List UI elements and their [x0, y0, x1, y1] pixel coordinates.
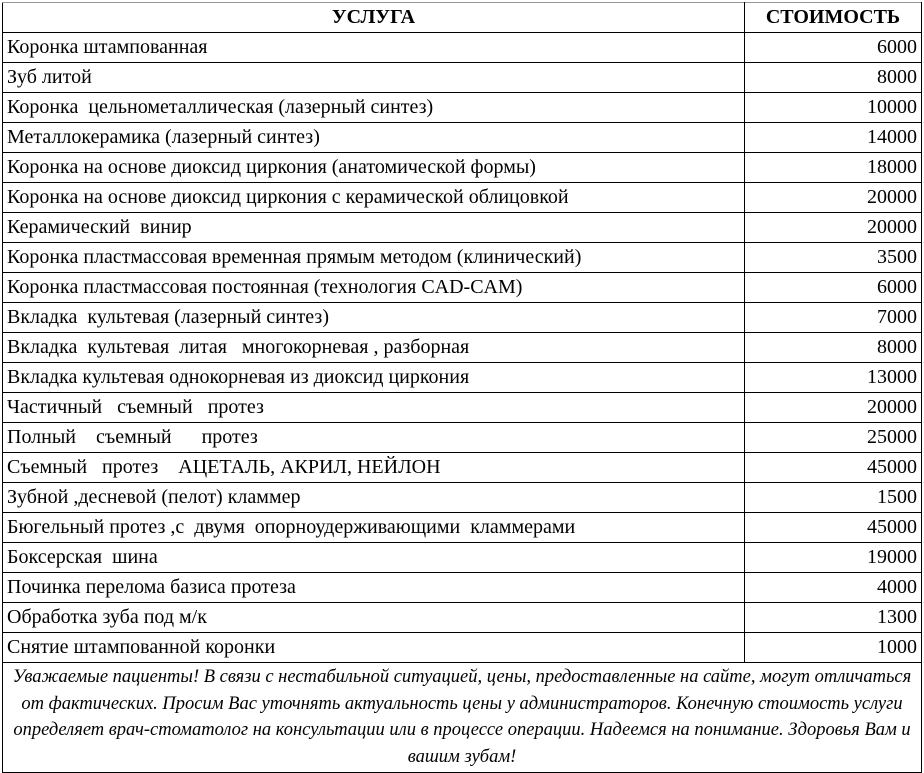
service-name: Починка перелома базиса протеза — [3, 573, 745, 603]
table-row — [3, 273, 922, 303]
service-price: 45000 — [745, 513, 922, 543]
table-row — [3, 213, 922, 243]
service-name: Зуб литой — [3, 63, 745, 93]
service-name: Коронка на основе диоксид циркония (анатомической формы) — [3, 153, 745, 183]
service-column-header: УСЛУГА — [3, 3, 745, 33]
table-row — [3, 603, 922, 633]
service-price: 20000 — [745, 213, 922, 243]
service-name: Частичный съемный протез — [3, 393, 745, 423]
service-name: Полный съемный протез — [3, 423, 745, 453]
table-row — [3, 243, 922, 273]
service-price: 19000 — [745, 543, 922, 573]
service-price: 4000 — [745, 573, 922, 603]
service-price: 1300 — [745, 603, 922, 633]
service-price: 10000 — [745, 93, 922, 123]
table-row — [3, 633, 922, 663]
table-row — [3, 453, 922, 483]
service-name: Керамический винир — [3, 213, 745, 243]
service-name: Коронка на основе диоксид циркония с керамической облицовкой — [3, 183, 745, 213]
service-name: Снятие штампованной коронки — [3, 633, 745, 663]
service-name: Вкладка культевая (лазерный синтез) — [3, 303, 745, 333]
service-price: 8000 — [745, 333, 922, 363]
table-row — [3, 483, 922, 513]
service-price: 8000 — [745, 63, 922, 93]
service-price: 3500 — [745, 243, 922, 273]
service-price: 20000 — [745, 183, 922, 213]
table-row — [3, 93, 922, 123]
service-name: Бюгельный протез ,с двумя опорноудерживающими кламмерами — [3, 513, 745, 543]
service-price: 1500 — [745, 483, 922, 513]
table-row — [3, 123, 922, 153]
service-price: 6000 — [745, 33, 922, 63]
price-table — [2, 2, 922, 773]
service-price: 45000 — [745, 453, 922, 483]
service-price: 25000 — [745, 423, 922, 453]
service-price: 7000 — [745, 303, 922, 333]
service-name: Вкладка культевая литая многокорневая , разборная — [3, 333, 745, 363]
table-row — [3, 513, 922, 543]
service-price: 14000 — [745, 123, 922, 153]
service-price: 20000 — [745, 393, 922, 423]
table-row — [3, 153, 922, 183]
table-row — [3, 63, 922, 93]
service-name: Коронка цельнометаллическая (лазерный синтез) — [3, 93, 745, 123]
table-row — [3, 33, 922, 63]
service-price: 1000 — [745, 633, 922, 663]
table-header-row — [3, 3, 922, 33]
disclaimer-note: Уважаемые пациенты! В связи с нестабильной ситуацией, цены, предоставленные на сайте, могут отличаться от фактических. Просим Вас уточнять актуальность цены у администраторов. Конечную стоимость услуги определяет врач-стоматолог на консультации или в процессе операции. Надеемся на понимание. Здоровья Вам и вашим зубам! — [3, 663, 922, 773]
service-name: Коронка штампованная — [3, 33, 745, 63]
service-name: Вкладка культевая однокорневая из диоксид циркония — [3, 363, 745, 393]
table-row — [3, 423, 922, 453]
service-price: 18000 — [745, 153, 922, 183]
service-name: Боксерская шина — [3, 543, 745, 573]
service-name: Съемный протез АЦЕТАЛЬ, АКРИЛ, НЕЙЛОН — [3, 453, 745, 483]
price-column-header: СТОИМОСТЬ — [745, 3, 922, 33]
table-row — [3, 333, 922, 363]
service-price: 6000 — [745, 273, 922, 303]
table-row — [3, 543, 922, 573]
table-row — [3, 393, 922, 423]
service-name: Коронка пластмассовая временная прямым методом (клинический) — [3, 243, 745, 273]
table-row — [3, 183, 922, 213]
table-row — [3, 573, 922, 603]
note-row — [3, 663, 922, 773]
table-row — [3, 363, 922, 393]
service-price: 13000 — [745, 363, 922, 393]
table-row — [3, 303, 922, 333]
service-name: Зубной ,десневой (пелот) кламмер — [3, 483, 745, 513]
service-name: Обработка зуба под м/к — [3, 603, 745, 633]
service-name: Коронка пластмассовая постоянная (технология CAD-CAM) — [3, 273, 745, 303]
service-name: Металлокерамика (лазерный синтез) — [3, 123, 745, 153]
